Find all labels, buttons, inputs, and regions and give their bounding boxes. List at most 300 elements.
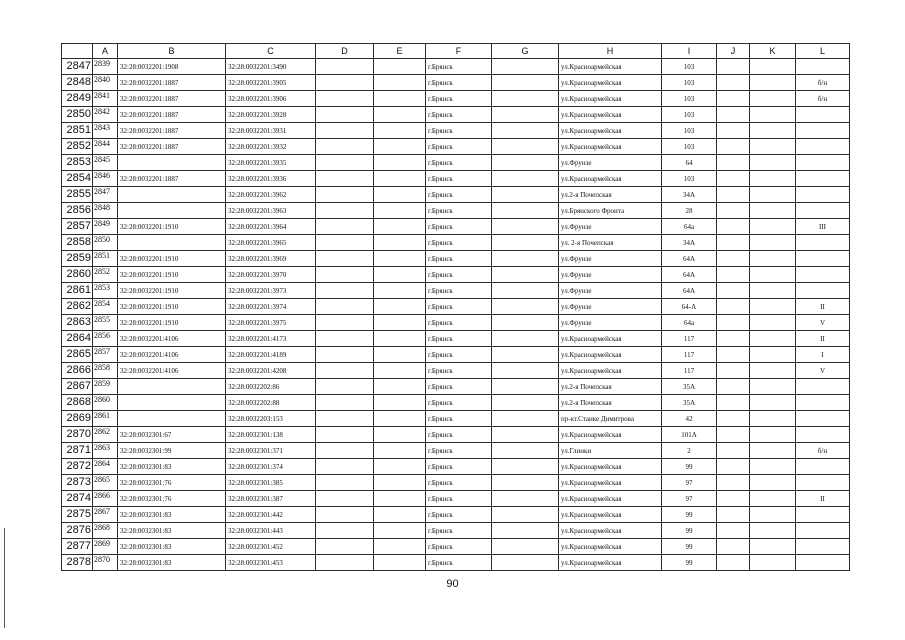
cell-e (374, 107, 426, 123)
table-row (62, 59, 850, 75)
cell-g (492, 171, 559, 187)
cell-j (717, 347, 750, 363)
cell-g (492, 523, 559, 539)
cell-a-value: 2855 (94, 315, 110, 324)
table-row (62, 379, 850, 395)
cell-h: ул.Красноармейская (559, 491, 662, 507)
cell-l (796, 475, 850, 491)
row-number: 2849 (62, 91, 93, 107)
cell-h: ул.2-я Почепская (559, 395, 662, 411)
cell-d (316, 299, 374, 315)
cell-f: г.Брянск (426, 267, 492, 283)
column-header-f: F (426, 44, 492, 59)
cell-k (750, 267, 796, 283)
cell-j (717, 475, 750, 491)
cell-j (717, 315, 750, 331)
column-header-j: J (717, 44, 750, 59)
cell-d (316, 251, 374, 267)
cell-k (750, 59, 796, 75)
cell-f: г.Брянск (426, 395, 492, 411)
cell-d (316, 75, 374, 91)
row-number: 2865 (62, 347, 93, 363)
column-header-row (62, 44, 850, 59)
cell-e (374, 427, 426, 443)
cell-d (316, 203, 374, 219)
cell-k (750, 283, 796, 299)
cell-g (492, 123, 559, 139)
table-body (62, 59, 850, 571)
cell-i: 2 (662, 443, 717, 459)
cell-f: г.Брянск (426, 523, 492, 539)
cell-g (492, 267, 559, 283)
cell-e (374, 555, 426, 571)
cell-c: 32:28:0032201:3931 (226, 123, 316, 139)
cell-a-value: 2857 (94, 347, 110, 356)
cell-g (492, 75, 559, 91)
cell-h: ул.Красноармейская (559, 363, 662, 379)
cell-g (492, 555, 559, 571)
cell-c: 32:28:0032203:153 (226, 411, 316, 427)
cell-a-value: 2869 (94, 539, 110, 548)
table-row (62, 299, 850, 315)
cell-j (717, 91, 750, 107)
table-row (62, 123, 850, 139)
cell-i: 99 (662, 539, 717, 555)
cell-f: г.Брянск (426, 123, 492, 139)
cell-g (492, 379, 559, 395)
cell-f: г.Брянск (426, 507, 492, 523)
cell-a (93, 507, 118, 523)
row-number: 2875 (62, 507, 93, 523)
cell-h: ул.Фрунзе (559, 315, 662, 331)
cell-g (492, 283, 559, 299)
cell-e (374, 347, 426, 363)
cell-i: 103 (662, 139, 717, 155)
cell-h: ул. 2-я Почепская (559, 235, 662, 251)
cell-d (316, 523, 374, 539)
cell-l (796, 523, 850, 539)
cell-c: 32:28:0032201:3964 (226, 219, 316, 235)
cell-g (492, 443, 559, 459)
table-row (62, 251, 850, 267)
cell-b (118, 155, 226, 171)
cell-c: 32:28:0032201:3932 (226, 139, 316, 155)
table-row (62, 139, 850, 155)
cell-f: г.Брянск (426, 251, 492, 267)
cell-a (93, 267, 118, 283)
table-row (62, 475, 850, 491)
scan-edge-line (4, 528, 5, 628)
cell-l (796, 123, 850, 139)
cell-c: 32:28:0032201:3905 (226, 75, 316, 91)
cell-h: ул.Брянского Фронта (559, 203, 662, 219)
cell-e (374, 459, 426, 475)
cell-g (492, 347, 559, 363)
cell-d (316, 411, 374, 427)
cell-b (118, 379, 226, 395)
cell-k (750, 203, 796, 219)
cell-d (316, 475, 374, 491)
cell-d (316, 123, 374, 139)
cell-l (796, 283, 850, 299)
cell-b: 32:28:0032201:1910 (118, 267, 226, 283)
cell-h: ул.Красноармейская (559, 75, 662, 91)
cell-g (492, 475, 559, 491)
cell-b: 32:28:0032201:1887 (118, 171, 226, 187)
cell-e (374, 539, 426, 555)
cell-b: 32:28:0032201:1887 (118, 91, 226, 107)
cell-i: 99 (662, 507, 717, 523)
cell-b (118, 187, 226, 203)
cell-l (796, 139, 850, 155)
cell-b: 32:28:0032201:4106 (118, 363, 226, 379)
cell-l (796, 411, 850, 427)
cell-a (93, 443, 118, 459)
table-row (62, 491, 850, 507)
cell-d (316, 443, 374, 459)
cell-c: 32:28:0032201:3973 (226, 283, 316, 299)
cell-c: 32:28:0032202:86 (226, 379, 316, 395)
cell-a (93, 139, 118, 155)
cell-a-value: 2844 (94, 139, 110, 148)
cell-d (316, 555, 374, 571)
cell-g (492, 427, 559, 443)
cell-e (374, 91, 426, 107)
cell-e (374, 443, 426, 459)
table-row (62, 203, 850, 219)
cell-a (93, 475, 118, 491)
cell-a-value: 2864 (94, 459, 110, 468)
cell-i: 101А (662, 427, 717, 443)
cell-a (93, 379, 118, 395)
cell-j (717, 363, 750, 379)
cell-c: 32:28:0032301:453 (226, 555, 316, 571)
cell-e (374, 123, 426, 139)
cell-a (93, 251, 118, 267)
table-row (62, 187, 850, 203)
cell-k (750, 315, 796, 331)
cell-h: ул.Красноармейская (559, 427, 662, 443)
cell-e (374, 59, 426, 75)
cell-k (750, 491, 796, 507)
cell-k (750, 75, 796, 91)
cell-i: 103 (662, 91, 717, 107)
cell-g (492, 507, 559, 523)
table-row (62, 395, 850, 411)
cell-h: ул.2-я Почепская (559, 187, 662, 203)
cell-e (374, 219, 426, 235)
cell-d (316, 267, 374, 283)
table-row (62, 91, 850, 107)
cell-e (374, 395, 426, 411)
cell-a (93, 411, 118, 427)
cell-a-value: 2861 (94, 411, 110, 420)
cell-g (492, 539, 559, 555)
cell-a-value: 2843 (94, 123, 110, 132)
cell-c: 32:28:0032201:3975 (226, 315, 316, 331)
page-number: 90 (446, 578, 459, 590)
cell-d (316, 315, 374, 331)
cell-b: 32:28:0032301:83 (118, 523, 226, 539)
cell-b: 32:28:0032201:1887 (118, 107, 226, 123)
cell-k (750, 395, 796, 411)
cell-d (316, 427, 374, 443)
cell-a-value: 2849 (94, 219, 110, 228)
column-header-c: C (226, 44, 316, 59)
cell-i: 117 (662, 331, 717, 347)
cell-h: ул.Красноармейская (559, 107, 662, 123)
cell-i: 35А (662, 379, 717, 395)
cell-a (93, 283, 118, 299)
row-number: 2870 (62, 427, 93, 443)
cell-k (750, 171, 796, 187)
cell-c: 32:28:0032301:452 (226, 539, 316, 555)
cell-d (316, 331, 374, 347)
column-header-k: K (750, 44, 796, 59)
cell-e (374, 379, 426, 395)
cell-l (796, 555, 850, 571)
cell-h: ул.Красноармейская (559, 123, 662, 139)
cell-f: г.Брянск (426, 539, 492, 555)
row-number: 2851 (62, 123, 93, 139)
cell-h: ул.Фрунзе (559, 267, 662, 283)
row-number: 2859 (62, 251, 93, 267)
cell-l (796, 507, 850, 523)
table-row (62, 155, 850, 171)
table-row (62, 331, 850, 347)
cell-d (316, 235, 374, 251)
cell-b: 32:28:0032301:67 (118, 427, 226, 443)
cell-h: ул.Красноармейская (559, 59, 662, 75)
cell-k (750, 139, 796, 155)
row-number: 2871 (62, 443, 93, 459)
cell-g (492, 187, 559, 203)
column-header-a: A (93, 44, 118, 59)
cell-j (717, 75, 750, 91)
cell-h: ул.Красноармейская (559, 139, 662, 155)
cell-e (374, 475, 426, 491)
cell-k (750, 107, 796, 123)
cell-c: 32:28:0032201:3936 (226, 171, 316, 187)
cell-f: г.Брянск (426, 475, 492, 491)
cell-a-value: 2858 (94, 363, 110, 372)
cell-b: 32:28:0032301:76 (118, 475, 226, 491)
cell-a (93, 395, 118, 411)
cell-a (93, 107, 118, 123)
cell-h: ул.Красноармейская (559, 523, 662, 539)
cell-h: ул.Фрунзе (559, 251, 662, 267)
cell-i: 103 (662, 123, 717, 139)
cell-k (750, 155, 796, 171)
cell-l (796, 459, 850, 475)
cell-j (717, 555, 750, 571)
cell-a (93, 331, 118, 347)
cell-i: 99 (662, 523, 717, 539)
cell-k (750, 235, 796, 251)
cell-a-value: 2865 (94, 475, 110, 484)
cell-d (316, 107, 374, 123)
cell-h: ул.Фрунзе (559, 299, 662, 315)
cell-c: 32:28:0032201:3974 (226, 299, 316, 315)
cell-g (492, 203, 559, 219)
cell-f: г.Брянск (426, 155, 492, 171)
column-header-e: E (374, 44, 426, 59)
column-header-b: B (118, 44, 226, 59)
cell-a (93, 315, 118, 331)
cell-j (717, 251, 750, 267)
cell-c: 32:28:0032301:374 (226, 459, 316, 475)
table-row (62, 459, 850, 475)
cell-e (374, 507, 426, 523)
cell-h: ул.Красноармейская (559, 91, 662, 107)
cell-l (796, 107, 850, 123)
cell-l (796, 171, 850, 187)
cell-g (492, 139, 559, 155)
cell-i: 42 (662, 411, 717, 427)
cell-a-value: 2851 (94, 251, 110, 260)
cell-h: ул.Красноармейская (559, 331, 662, 347)
cell-j (717, 155, 750, 171)
cell-e (374, 187, 426, 203)
cell-d (316, 395, 374, 411)
cell-d (316, 459, 374, 475)
cell-l (796, 235, 850, 251)
cell-d (316, 379, 374, 395)
cell-d (316, 283, 374, 299)
cell-f: г.Брянск (426, 139, 492, 155)
cell-d (316, 171, 374, 187)
cell-l: II (796, 331, 850, 347)
cell-k (750, 507, 796, 523)
cell-b (118, 235, 226, 251)
cell-j (717, 107, 750, 123)
cell-f: г.Брянск (426, 459, 492, 475)
table-row (62, 267, 850, 283)
cell-g (492, 251, 559, 267)
cell-a-value: 2856 (94, 331, 110, 340)
row-number: 2874 (62, 491, 93, 507)
table-row (62, 75, 850, 91)
cell-e (374, 523, 426, 539)
cell-c: 32:28:0032201:3935 (226, 155, 316, 171)
cell-c: 32:28:0032301:371 (226, 443, 316, 459)
cell-h: ул.Красноармейская (559, 171, 662, 187)
cell-c: 32:28:0032301:387 (226, 491, 316, 507)
cell-k (750, 475, 796, 491)
cell-l (796, 251, 850, 267)
row-number: 2876 (62, 523, 93, 539)
cell-c: 32:28:0032201:3928 (226, 107, 316, 123)
cell-f: г.Брянск (426, 411, 492, 427)
cell-j (717, 443, 750, 459)
cell-f: г.Брянск (426, 347, 492, 363)
cell-a (93, 539, 118, 555)
table-row (62, 411, 850, 427)
cell-e (374, 491, 426, 507)
cell-g (492, 395, 559, 411)
row-number: 2847 (62, 59, 93, 75)
cell-i: 64а (662, 219, 717, 235)
cell-j (717, 507, 750, 523)
row-number: 2853 (62, 155, 93, 171)
cell-b: 32:28:0032301:83 (118, 555, 226, 571)
cell-l: III (796, 219, 850, 235)
cell-d (316, 139, 374, 155)
cell-l: V (796, 363, 850, 379)
cell-d (316, 59, 374, 75)
column-header-h: H (559, 44, 662, 59)
cell-g (492, 459, 559, 475)
cell-d (316, 91, 374, 107)
cell-l (796, 427, 850, 443)
cell-b: 32:28:0032201:1910 (118, 283, 226, 299)
cell-g (492, 491, 559, 507)
cell-f: г.Брянск (426, 427, 492, 443)
cell-j (717, 427, 750, 443)
cell-a-value: 2841 (94, 91, 110, 100)
cell-k (750, 331, 796, 347)
cell-i: 64А (662, 267, 717, 283)
cell-h: ул.Красноармейская (559, 459, 662, 475)
cell-a (93, 363, 118, 379)
table-row (62, 283, 850, 299)
cell-k (750, 347, 796, 363)
column-header-d: D (316, 44, 374, 59)
cell-f: г.Брянск (426, 219, 492, 235)
cell-b: 32:28:0032301:83 (118, 459, 226, 475)
cell-l: II (796, 491, 850, 507)
cell-a-value: 2862 (94, 427, 110, 436)
cell-i: 64А (662, 251, 717, 267)
cell-a (93, 427, 118, 443)
row-number: 2867 (62, 379, 93, 395)
row-number: 2864 (62, 331, 93, 347)
cell-j (717, 379, 750, 395)
cell-k (750, 523, 796, 539)
cell-k (750, 555, 796, 571)
cell-a (93, 171, 118, 187)
cell-j (717, 411, 750, 427)
cell-i: 64 (662, 155, 717, 171)
cell-g (492, 219, 559, 235)
row-number: 2861 (62, 283, 93, 299)
cell-l: V (796, 315, 850, 331)
cell-a (93, 59, 118, 75)
cell-g (492, 363, 559, 379)
cell-a (93, 491, 118, 507)
cell-a (93, 219, 118, 235)
cell-k (750, 187, 796, 203)
cell-j (717, 523, 750, 539)
cell-g (492, 411, 559, 427)
row-number: 2852 (62, 139, 93, 155)
row-number: 2858 (62, 235, 93, 251)
cell-i: 28 (662, 203, 717, 219)
row-number: 2863 (62, 315, 93, 331)
cell-j (717, 491, 750, 507)
cell-c: 32:28:0032201:3490 (226, 59, 316, 75)
cell-l (796, 267, 850, 283)
cell-g (492, 155, 559, 171)
cell-a (93, 235, 118, 251)
row-number: 2854 (62, 171, 93, 187)
cell-a-value: 2868 (94, 523, 110, 532)
cell-i: 64А (662, 283, 717, 299)
cell-i: 64-А (662, 299, 717, 315)
cell-k (750, 411, 796, 427)
table-row (62, 363, 850, 379)
cell-i: 97 (662, 475, 717, 491)
